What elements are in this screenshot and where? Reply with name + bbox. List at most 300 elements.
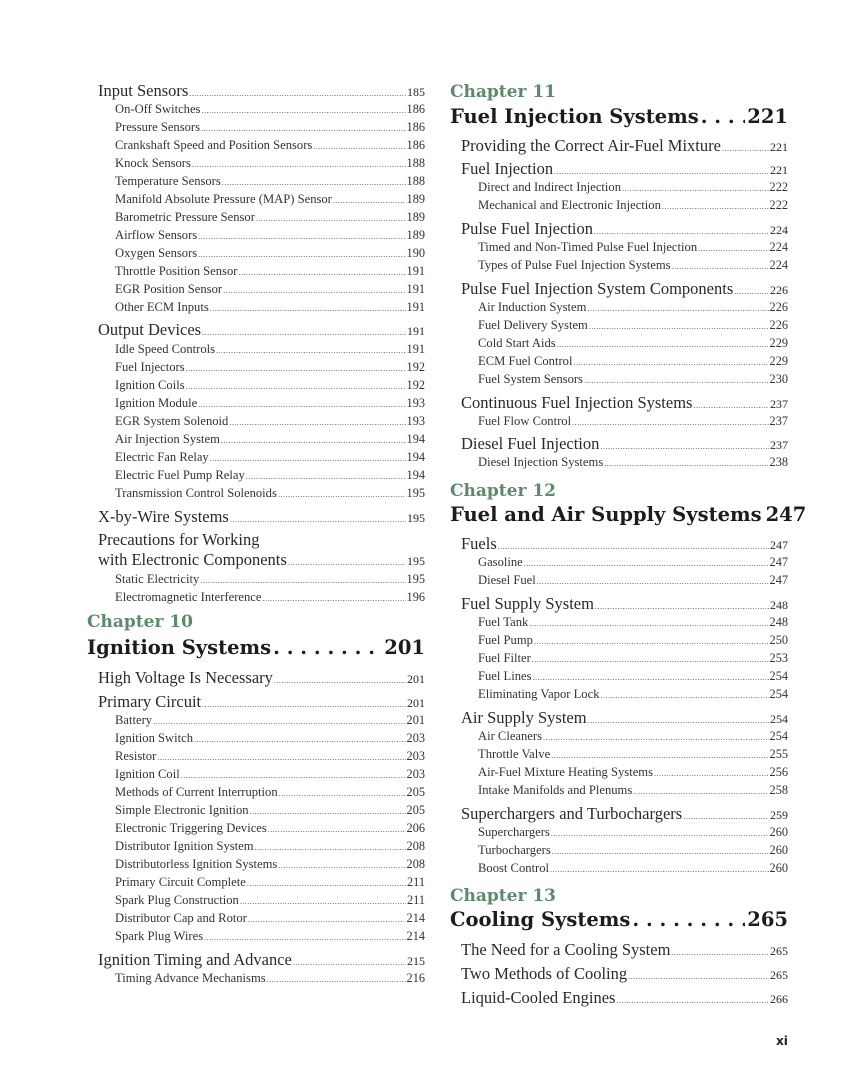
toc-subsection-barometric-pressure-sensor[interactable]	[87, 210, 425, 225]
entry-page-number: 206	[406, 821, 425, 835]
dot-leader	[267, 971, 406, 986]
entry-title: On-Off Switches	[115, 102, 201, 116]
chapter-title-text: Cooling Systems	[450, 908, 631, 931]
toc-section-input-sensors[interactable]	[87, 81, 425, 101]
entry-title: Intake Manifolds and Plenums	[478, 783, 633, 797]
toc-subsection-ecm-fuel-control[interactable]	[450, 354, 788, 369]
entry-title: Spark Plug Wires	[115, 929, 204, 943]
toc-subsection-types-of-pulse-fuel-injection-systems[interactable]	[450, 258, 788, 273]
toc-subsection-on-off-switches[interactable]	[87, 102, 425, 117]
entry-page-number: 221	[770, 163, 788, 177]
chapter-title-text: Fuel and Air Supply Systems	[450, 503, 762, 526]
toc-section-superchargers-and-turbochargers[interactable]	[450, 804, 788, 824]
entry-title: Fuel Injection	[461, 159, 554, 178]
dot-leader	[200, 572, 405, 587]
entry-page-number: 226	[770, 283, 788, 297]
dot-leader	[654, 765, 769, 780]
entry-page-number: 259	[770, 808, 788, 822]
entry-page-number: 205	[406, 803, 425, 817]
entry-title: with Electronic Components	[98, 550, 287, 569]
dot-leader	[250, 803, 406, 818]
entry-page-number: 185	[407, 85, 425, 99]
toc-subsection-ignition-coil[interactable]	[87, 767, 425, 782]
entry-title: Primary Circuit Complete	[115, 875, 246, 889]
entry-title: Simple Electronic Ignition	[115, 803, 249, 817]
toc-subsection-air-cleaners[interactable]	[450, 729, 788, 744]
toc-section-liquid-cooled-engines[interactable]	[450, 988, 788, 1008]
toc-subsection-gasoline[interactable]	[450, 555, 788, 570]
dot-leader	[240, 893, 406, 908]
entry-title: Air Supply System	[461, 708, 587, 727]
dot-leader	[201, 102, 405, 117]
toc-subsection-spark-plug-wires[interactable]	[87, 929, 425, 944]
dot-leader	[279, 785, 406, 800]
entry-title: Crankshaft Speed and Position Sensors	[115, 138, 313, 152]
entry-page-number: 258	[769, 783, 788, 797]
entry-page-number: 203	[406, 749, 425, 763]
entry-page-number: 201	[406, 713, 425, 727]
toc-subsection-egr-system-solenoid[interactable]	[87, 414, 425, 429]
entry-page-number: 191	[406, 300, 425, 314]
entry-title: Eliminating Vapor Lock	[478, 687, 600, 701]
dot-leader	[288, 550, 406, 570]
dot-leader	[557, 336, 769, 351]
dot-leader	[554, 159, 769, 179]
chapter-label: Chapter 11	[450, 82, 556, 102]
chapter-label: Chapter 12	[450, 481, 556, 501]
dot-leader	[587, 300, 768, 315]
dot-leader	[662, 198, 769, 213]
dot-leader	[701, 105, 746, 128]
entry-page-number: 224	[770, 223, 788, 237]
entry-title: Cold Start Aids	[478, 336, 556, 350]
dot-leader	[551, 747, 768, 762]
entry-title: Continuous Fuel Injection Systems	[461, 393, 693, 412]
entry-page-number: 260	[769, 861, 788, 875]
dot-leader	[230, 507, 406, 527]
dot-leader	[223, 282, 405, 297]
chapter-label: Chapter 10	[87, 612, 193, 632]
entry-title: Ignition Module	[115, 396, 198, 410]
dot-leader	[202, 692, 406, 712]
dot-leader	[255, 839, 406, 854]
toc-section-high-voltage-is-necessary[interactable]	[87, 668, 425, 688]
toc-subsection-boost-control[interactable]	[450, 861, 788, 876]
entry-title: Mechanical and Electronic Injection	[478, 198, 661, 212]
entry-page-number: 194	[406, 450, 425, 464]
entry-title: Air Cleaners	[478, 729, 542, 743]
dot-leader	[722, 136, 769, 156]
toc-subsection-ignition-coils[interactable]	[87, 378, 425, 393]
toc-subsection-idle-speed-controls[interactable]	[87, 342, 425, 357]
dot-leader	[595, 594, 769, 614]
entry-title: Superchargers	[478, 825, 550, 839]
entry-title: Two Methods of Cooling	[461, 964, 628, 983]
dot-leader	[293, 950, 406, 970]
entry-title: Gasoline	[478, 555, 523, 569]
entry-page-number: 237	[769, 414, 788, 428]
entry-title: Distributorless Ignition Systems	[115, 857, 278, 871]
toc-subsection-air-induction-system[interactable]	[450, 300, 788, 315]
toc-subsection-diesel-injection-systems[interactable]	[450, 455, 788, 470]
entry-title: Pulse Fuel Injection	[461, 219, 593, 238]
entry-title: Output Devices	[98, 320, 202, 339]
toc-subsection-battery[interactable]	[87, 713, 425, 728]
entry-title: Ignition Timing and Advance	[98, 950, 292, 969]
entry-title: Fuels	[461, 534, 497, 553]
entry-page-number: 203	[406, 767, 425, 781]
dot-leader	[274, 668, 406, 688]
entry-title: EGR Position Sensor	[115, 282, 223, 296]
toc-section-output-devices[interactable]	[87, 320, 425, 340]
entry-title: Fuel Flow Control	[478, 414, 572, 428]
entry-page-number: 211	[407, 893, 425, 907]
chapter-title-fuel-and-air-supply-systems[interactable]	[450, 503, 807, 526]
entry-page-number: 190	[406, 246, 425, 260]
toc-section-air-supply-system[interactable]	[450, 708, 788, 728]
chapter-title-fuel-injection-systems[interactable]	[450, 105, 788, 128]
entry-page-number: 195	[406, 486, 425, 500]
entry-title: Fuel Pump	[478, 633, 533, 647]
toc-subsection-airflow-sensors[interactable]	[87, 228, 425, 243]
entry-title: Input Sensors	[98, 81, 189, 100]
dot-leader	[198, 246, 405, 261]
toc-subsection-throttle-position-sensor[interactable]	[87, 264, 425, 279]
chapter-page-number: 201	[384, 636, 425, 659]
toc-subsection-cold-start-aids[interactable]	[450, 336, 788, 351]
entry-page-number: 215	[407, 954, 425, 968]
dot-leader	[543, 729, 769, 744]
dot-leader	[204, 929, 405, 944]
entry-title: Distributor Cap and Rotor	[115, 911, 247, 925]
entry-page-number: 255	[769, 747, 788, 761]
toc-subsection-primary-circuit-complete[interactable]	[87, 875, 425, 890]
entry-title: Fuel Injectors	[115, 360, 185, 374]
entry-page-number: 222	[769, 180, 788, 194]
entry-page-number: 186	[406, 102, 425, 116]
dot-leader	[194, 731, 406, 746]
toc-subsection-fuel-flow-control[interactable]	[450, 414, 788, 429]
toc-section-precautions-for-working[interactable]	[87, 530, 425, 550]
toc-section-diesel-fuel-injection[interactable]	[450, 434, 788, 454]
toc-subsection-fuel-delivery-system[interactable]	[450, 318, 788, 333]
dot-leader	[198, 396, 405, 411]
toc-subsection-pressure-sensors[interactable]	[87, 120, 425, 135]
dot-leader	[278, 486, 406, 501]
entry-page-number: 265	[770, 968, 788, 982]
dot-leader	[628, 964, 769, 984]
entry-page-number: 201	[407, 696, 425, 710]
entry-title: Distributor Ignition System	[115, 839, 254, 853]
entry-title: Transmission Control Solenoids	[115, 486, 277, 500]
dot-leader	[588, 708, 769, 728]
dot-leader	[268, 821, 406, 836]
dot-leader	[537, 573, 769, 588]
entry-title: Resistor	[115, 749, 157, 763]
entry-page-number: 266	[770, 992, 788, 1006]
dot-leader	[551, 825, 769, 840]
entry-title: Timed and Non-Timed Pulse Fuel Injection	[478, 240, 698, 254]
toc-subsection-fuel-tank[interactable]	[450, 615, 788, 630]
entry-page-number: 191	[407, 324, 425, 338]
dot-leader	[524, 555, 769, 570]
toc-subsection-electromagnetic-interference[interactable]	[87, 590, 425, 605]
toc-subsection-ignition-switch[interactable]	[87, 731, 425, 746]
entry-title: Electric Fan Relay	[115, 450, 209, 464]
dot-leader	[552, 843, 769, 858]
entry-title: Fuel Delivery System	[478, 318, 588, 332]
dot-leader	[181, 767, 406, 782]
entry-title: Electromagnetic Interference	[115, 590, 262, 604]
entry-page-number: 208	[406, 857, 425, 871]
dot-leader	[550, 861, 769, 876]
dot-leader	[222, 174, 406, 189]
chapter-title-text: Fuel Injection Systems	[450, 105, 699, 128]
entry-page-number: 189	[406, 228, 425, 242]
entry-page-number: 203	[406, 731, 425, 745]
toc-subsection-electric-fan-relay[interactable]	[87, 450, 425, 465]
entry-page-number: 208	[406, 839, 425, 853]
entry-page-number: 238	[769, 455, 788, 469]
dot-leader	[671, 940, 769, 960]
page-number: xi	[776, 1034, 788, 1048]
toc-subsection-intake-manifolds-and-plenums[interactable]	[450, 783, 788, 798]
toc-subsection-timing-advance-mechanisms[interactable]	[87, 971, 425, 986]
dot-leader	[202, 320, 406, 340]
toc-subsection-throttle-valve[interactable]	[450, 747, 788, 762]
toc-subsection-ignition-module[interactable]	[87, 396, 425, 411]
toc-subsection-crankshaft-speed-and-position-sensors[interactable]	[87, 138, 425, 153]
toc-subsection-static-electricity[interactable]	[87, 572, 425, 587]
entry-page-number: 226	[769, 318, 788, 332]
toc-subsection-distributor-cap-and-rotor[interactable]	[87, 911, 425, 926]
entry-page-number: 214	[406, 911, 425, 925]
dot-leader	[246, 468, 406, 483]
entry-page-number: 189	[406, 192, 425, 206]
entry-title: Fuel Lines	[478, 669, 532, 683]
dot-leader	[192, 156, 406, 171]
entry-title: Primary Circuit	[98, 692, 202, 711]
entry-page-number: 224	[769, 240, 788, 254]
entry-title: Other ECM Inputs	[115, 300, 209, 314]
toc-section-with-electronic-components[interactable]	[87, 550, 425, 570]
dot-leader	[262, 590, 405, 605]
dot-leader	[604, 455, 768, 470]
entry-page-number: 247	[769, 555, 788, 569]
toc-subsection-electronic-triggering-devices[interactable]	[87, 821, 425, 836]
entry-page-number: 186	[406, 120, 425, 134]
toc-subsection-eliminating-vapor-lock[interactable]	[450, 687, 788, 702]
toc-subsection-electric-fuel-pump-relay[interactable]	[87, 468, 425, 483]
dot-leader	[210, 300, 406, 315]
entry-title: Electric Fuel Pump Relay	[115, 468, 245, 482]
entry-page-number: 256	[769, 765, 788, 779]
entry-title: Knock Sensors	[115, 156, 191, 170]
entry-page-number: 186	[406, 138, 425, 152]
entry-page-number: 229	[769, 336, 788, 350]
dot-leader	[278, 857, 405, 872]
dot-leader	[601, 687, 769, 702]
toc-subsection-distributor-ignition-system[interactable]	[87, 839, 425, 854]
dot-leader	[256, 210, 406, 225]
chapter-page-number: 221	[747, 105, 788, 128]
chapter-title-cooling-systems[interactable]	[450, 908, 788, 931]
entry-page-number: 193	[406, 414, 425, 428]
dot-leader	[698, 240, 768, 255]
toc-subsection-simple-electronic-ignition[interactable]	[87, 803, 425, 818]
dot-leader	[633, 783, 768, 798]
toc-section-pulse-fuel-injection-system-components[interactable]	[450, 279, 788, 299]
entry-title: Throttle Position Sensor	[115, 264, 238, 278]
toc-subsection-oxygen-sensors[interactable]	[87, 246, 425, 261]
entry-page-number: 229	[769, 354, 788, 368]
toc-subsection-fuel-pump[interactable]	[450, 633, 788, 648]
entry-title: Diesel Injection Systems	[478, 455, 604, 469]
dot-leader	[632, 908, 745, 931]
toc-subsection-resistor[interactable]	[87, 749, 425, 764]
toc-section-the-need-for-a-cooling-system[interactable]	[450, 940, 788, 960]
entry-page-number: 191	[406, 282, 425, 296]
entry-title: ECM Fuel Control	[478, 354, 573, 368]
entry-page-number: 254	[770, 712, 788, 726]
chapter-title-text: Ignition Systems	[87, 636, 272, 659]
toc-subsection-egr-position-sensor[interactable]	[87, 282, 425, 297]
toc-section-providing-the-correct-air-fuel-mixture[interactable]	[450, 136, 788, 156]
toc-subsection-fuel-system-sensors[interactable]	[450, 372, 788, 387]
chapter-page-number: 247	[765, 503, 807, 526]
toc-subsection-fuel-filter[interactable]	[450, 651, 788, 666]
dot-leader	[248, 911, 406, 926]
toc-subsection-knock-sensors[interactable]	[87, 156, 425, 171]
toc-section-fuel-supply-system[interactable]	[450, 594, 788, 614]
toc-subsection-superchargers[interactable]	[450, 825, 788, 840]
toc-subsection-diesel-fuel[interactable]	[450, 573, 788, 588]
entry-page-number: 216	[406, 971, 425, 985]
entry-title: Air Induction System	[478, 300, 587, 314]
toc-subsection-direct-and-indirect-injection[interactable]	[450, 180, 788, 195]
dot-leader	[616, 988, 769, 1008]
entry-title: Ignition Switch	[115, 731, 194, 745]
chapter-title-ignition-systems[interactable]	[87, 636, 425, 659]
entry-page-number: 195	[406, 572, 425, 586]
entry-title: Electronic Triggering Devices	[115, 821, 267, 835]
dot-leader	[734, 279, 769, 299]
entry-title: Battery	[115, 713, 153, 727]
dot-leader	[313, 138, 405, 153]
toc-section-pulse-fuel-injection[interactable]	[450, 219, 788, 239]
entry-title: Fuel Tank	[478, 615, 529, 629]
toc-section-fuel-injection[interactable]	[450, 159, 788, 179]
toc-subsection-spark-plug-construction[interactable]	[87, 893, 425, 908]
dot-leader	[600, 434, 769, 454]
entry-page-number: 188	[406, 156, 425, 170]
entry-title: Idle Speed Controls	[115, 342, 216, 356]
toc-subsection-turbochargers[interactable]	[450, 843, 788, 858]
entry-title: Manifold Absolute Pressure (MAP) Sensor	[115, 192, 332, 206]
entry-page-number: 189	[406, 210, 425, 224]
dot-leader	[186, 378, 406, 393]
dot-leader	[333, 192, 406, 207]
entry-title: X-by-Wire Systems	[98, 507, 229, 526]
dot-leader	[622, 180, 769, 195]
entry-page-number: 226	[769, 300, 788, 314]
entry-title: Turbochargers	[478, 843, 551, 857]
toc-subsection-other-ecm-inputs[interactable]	[87, 300, 425, 315]
toc-subsection-air-injection-system[interactable]	[87, 432, 425, 447]
dot-leader	[693, 393, 769, 413]
entry-title: Temperature Sensors	[115, 174, 221, 188]
entry-title: Barometric Pressure Sensor	[115, 210, 255, 224]
entry-title: Ignition Coils	[115, 378, 185, 392]
dot-leader	[238, 264, 405, 279]
toc-subsection-temperature-sensors[interactable]	[87, 174, 425, 189]
toc-subsection-fuel-injectors[interactable]	[87, 360, 425, 375]
dot-leader	[273, 636, 382, 659]
entry-title: Diesel Fuel Injection	[461, 434, 600, 453]
toc-section-fuels[interactable]	[450, 534, 788, 554]
entry-title: Air-Fuel Mixture Heating Systems	[478, 765, 653, 779]
entry-title: Providing the Correct Air-Fuel Mixture	[461, 136, 721, 155]
entry-title: Ignition Coil	[115, 767, 180, 781]
toc-section-continuous-fuel-injection-systems[interactable]	[450, 393, 788, 413]
toc-subsection-fuel-lines[interactable]	[450, 669, 788, 684]
dot-leader	[683, 804, 769, 824]
toc-subsection-mechanical-and-electronic-injection[interactable]	[450, 198, 788, 213]
toc-subsection-transmission-control-solenoids[interactable]	[87, 486, 425, 501]
toc-section-ignition-timing-and-advance[interactable]	[87, 950, 425, 970]
entry-page-number: 250	[769, 633, 788, 647]
entry-title: Liquid-Cooled Engines	[461, 988, 616, 1007]
dot-leader	[533, 669, 769, 684]
toc-section-two-methods-of-cooling[interactable]	[450, 964, 788, 984]
toc-subsection-air-fuel-mixture-heating-systems[interactable]	[450, 765, 788, 780]
entry-page-number: 248	[769, 615, 788, 629]
entry-title: Direct and Indirect Injection	[478, 180, 622, 194]
toc-subsection-methods-of-current-interruption[interactable]	[87, 785, 425, 800]
dot-leader	[189, 81, 406, 101]
entry-page-number: 195	[407, 511, 425, 525]
dot-leader	[584, 372, 769, 387]
entry-page-number: 221	[770, 140, 788, 154]
entry-page-number: 205	[406, 785, 425, 799]
entry-title: Fuel System Sensors	[478, 372, 583, 386]
toc-section-x-by-wire-systems[interactable]	[87, 507, 425, 527]
dot-leader	[229, 414, 405, 429]
toc-section-primary-circuit[interactable]	[87, 692, 425, 712]
dot-leader	[186, 360, 406, 375]
entry-page-number: 260	[769, 825, 788, 839]
toc-subsection-manifold-absolute-pressure-map-sensor[interactable]	[87, 192, 425, 207]
dot-leader	[201, 120, 406, 135]
dot-leader	[529, 615, 768, 630]
dot-leader	[216, 342, 406, 357]
toc-subsection-timed-and-non-timed-pulse-fuel-injection[interactable]	[450, 240, 788, 255]
dot-leader	[573, 354, 768, 369]
entry-page-number: 254	[769, 669, 788, 683]
entry-title: Static Electricity	[115, 572, 200, 586]
entry-page-number: 191	[406, 264, 425, 278]
chapter-label: Chapter 13	[450, 886, 556, 906]
entry-title: Pulse Fuel Injection System Components	[461, 279, 734, 298]
entry-title: Fuel Filter	[478, 651, 531, 665]
entry-page-number: 248	[770, 598, 788, 612]
dot-leader	[247, 875, 406, 890]
toc-subsection-distributorless-ignition-systems[interactable]	[87, 857, 425, 872]
entry-page-number: 188	[406, 174, 425, 188]
dot-leader	[498, 534, 769, 554]
dot-leader	[594, 219, 769, 239]
entry-page-number: 247	[770, 538, 788, 552]
